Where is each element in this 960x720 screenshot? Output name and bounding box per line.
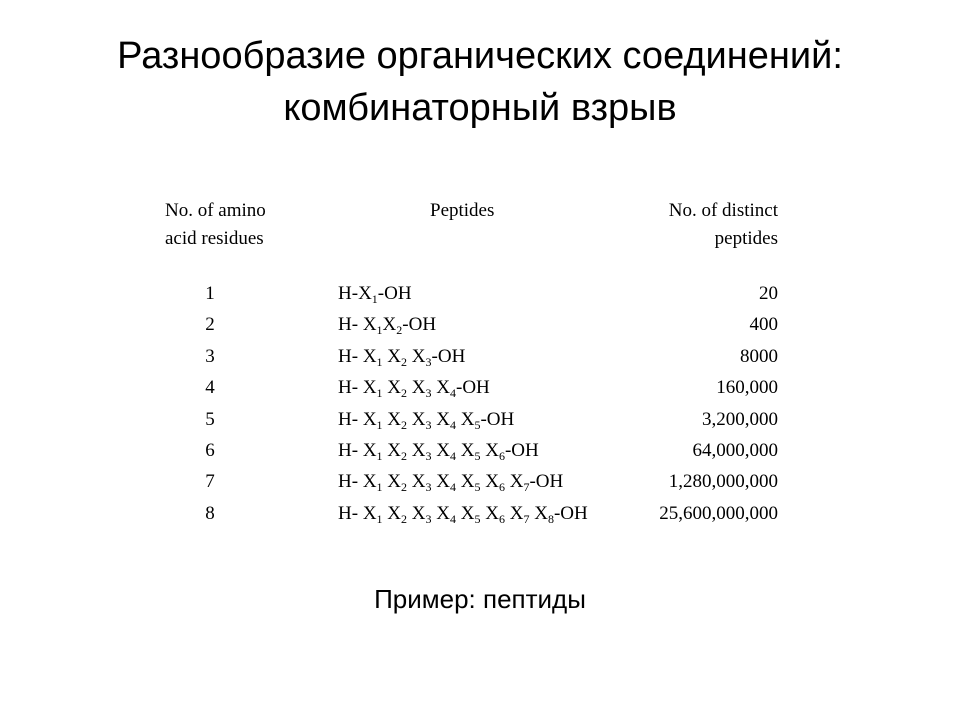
residue-index: 5 (474, 417, 481, 432)
formula-suffix: -OH (553, 502, 588, 524)
header-residues (165, 197, 266, 253)
residue-index: 3 (425, 449, 432, 463)
formula-suffix: -OH (377, 283, 412, 304)
residue-index: 3 (425, 480, 432, 495)
distinct-peptide-count: 1,280,000,000 (668, 471, 778, 493)
peptide-formula (338, 409, 514, 431)
residue-index: 2 (401, 449, 408, 463)
residue-index: 3 (425, 511, 432, 526)
header-distinct (669, 197, 778, 253)
header-distinct-line-1: No. of distinct (668, 200, 778, 221)
residue-count: 1 (205, 283, 215, 304)
distinct-peptide-count: 160,000 (716, 377, 778, 399)
residue-symbol: X (387, 377, 402, 399)
formula-prefix: H- (338, 345, 359, 367)
residue-index: 5 (474, 480, 481, 495)
residue-index: 4 (450, 449, 456, 463)
residue-symbol: X (387, 345, 402, 367)
residue-symbol: X (387, 502, 402, 524)
slide-caption: Пример: пептиды (374, 584, 586, 614)
residue-symbol: X (460, 471, 475, 493)
residue-symbol: X (387, 408, 402, 430)
table-row (0, 409, 960, 440)
peptide-formula (338, 471, 563, 493)
residue-symbol: X (411, 377, 426, 399)
residue-count: 7 (205, 471, 215, 493)
residue-symbol: X (436, 440, 450, 461)
residue-count: 4 (205, 377, 215, 399)
table-row (0, 440, 960, 471)
residue-index: 2 (401, 511, 408, 526)
residue-symbol: X (460, 440, 475, 461)
residue-symbol: X (382, 314, 397, 336)
formula-prefix: H- (338, 283, 359, 304)
residue-index: 4 (450, 417, 456, 432)
header-distinct-line-2: peptides (714, 228, 778, 249)
residue-symbol: X (362, 408, 377, 430)
residue-index: 6 (498, 480, 505, 495)
table-row (0, 377, 960, 408)
residue-index: 3 (425, 386, 432, 401)
residue-symbol: X (436, 502, 450, 524)
residue-symbol: X (362, 502, 377, 524)
residue-index: 1 (376, 449, 383, 463)
formula-suffix: -OH (402, 314, 437, 336)
residue-symbol: X (485, 440, 499, 461)
residue-symbol: X (411, 471, 426, 493)
peptide-formula (338, 503, 588, 525)
residue-symbol: X (358, 283, 372, 304)
peptide-formula (338, 314, 436, 336)
residue-index: 3 (425, 354, 432, 369)
residue-index: 6 (498, 511, 505, 526)
residue-index: 1 (376, 417, 383, 432)
residue-index: 3 (425, 417, 432, 432)
distinct-peptide-count: 8000 (740, 345, 778, 367)
residue-symbol: X (411, 345, 426, 367)
formula-suffix: -OH (431, 345, 466, 367)
residue-index: 1 (376, 480, 383, 495)
formula-suffix: -OH (504, 440, 539, 461)
residue-index: 7 (523, 480, 530, 495)
residue-symbol: X (387, 471, 402, 493)
residue-index: 5 (474, 449, 481, 463)
residue-symbol: X (436, 408, 450, 430)
table-row (0, 283, 960, 314)
header-residues-line-2: acid residues (165, 228, 264, 249)
residue-symbol: X (411, 440, 426, 461)
residue-index: 4 (450, 480, 456, 495)
table-row (0, 314, 960, 345)
residue-index: 4 (450, 511, 456, 526)
residue-index: 2 (401, 386, 408, 401)
residue-index: 6 (498, 449, 505, 463)
residue-index: 1 (371, 292, 378, 306)
residue-symbol: X (485, 502, 499, 524)
residue-index: 2 (401, 354, 408, 369)
header-peptides (430, 197, 494, 225)
distinct-peptide-count: 3,200,000 (702, 408, 778, 430)
formula-prefix: H- (338, 377, 359, 399)
table-row (0, 346, 960, 377)
residue-symbol: X (411, 408, 426, 430)
residue-count: 8 (205, 502, 215, 524)
header-residues-line-1: No. of amino (165, 200, 266, 221)
formula-suffix: -OH (456, 377, 490, 399)
residue-count: 3 (205, 345, 215, 367)
residue-symbol: X (362, 314, 377, 336)
distinct-peptide-count: 64,000,000 (692, 440, 778, 461)
formula-suffix: -OH (529, 471, 564, 493)
residue-symbol: X (362, 440, 377, 461)
residue-symbol: X (534, 502, 548, 524)
distinct-peptide-count: 400 (749, 314, 778, 336)
residue-index: 2 (396, 323, 403, 338)
formula-prefix: H- (338, 471, 359, 493)
residue-index: 2 (401, 480, 408, 495)
residue-symbol: X (460, 408, 475, 430)
peptide-formula (338, 346, 465, 368)
residue-symbol: X (485, 471, 499, 493)
residue-index: 7 (523, 511, 530, 526)
slide-title-line-2: комбинаторный взрыв (283, 87, 677, 129)
residue-symbol: X (411, 502, 426, 524)
peptide-formula (338, 283, 412, 305)
distinct-peptide-count: 25,600,000,000 (659, 502, 778, 524)
residue-index: 8 (547, 511, 554, 526)
residue-symbol: X (436, 377, 450, 399)
table-row (0, 503, 960, 534)
residue-symbol: X (509, 471, 524, 493)
residue-index: 1 (376, 511, 383, 526)
residue-symbol: X (362, 345, 377, 367)
residue-symbol: X (436, 471, 450, 493)
slide-title-line-1: Разнообразие органических соединений: (117, 35, 843, 77)
formula-prefix: H- (338, 314, 359, 336)
formula-prefix: H- (338, 408, 359, 430)
formula-prefix: H- (338, 440, 359, 461)
formula-prefix: H- (338, 502, 359, 524)
header-peptides-label: Peptides (430, 200, 495, 221)
distinct-peptide-count: 20 (759, 283, 778, 304)
residue-index: 5 (474, 511, 481, 526)
residue-symbol: X (362, 377, 377, 399)
residue-index: 1 (376, 386, 383, 401)
residue-index: 2 (401, 417, 408, 432)
residue-count: 6 (205, 440, 215, 461)
residue-symbol: X (362, 471, 377, 493)
residue-index: 4 (450, 386, 456, 401)
residue-index: 1 (376, 354, 383, 369)
residue-count: 2 (205, 314, 215, 336)
residue-symbol: X (460, 502, 475, 524)
peptide-formula (338, 440, 539, 462)
residue-symbol: X (509, 502, 524, 524)
peptide-formula (338, 377, 490, 399)
table-row (0, 471, 960, 502)
formula-suffix: -OH (480, 408, 515, 430)
residue-count: 5 (205, 408, 215, 430)
residue-symbol: X (387, 440, 402, 461)
residue-index: 1 (376, 323, 383, 338)
